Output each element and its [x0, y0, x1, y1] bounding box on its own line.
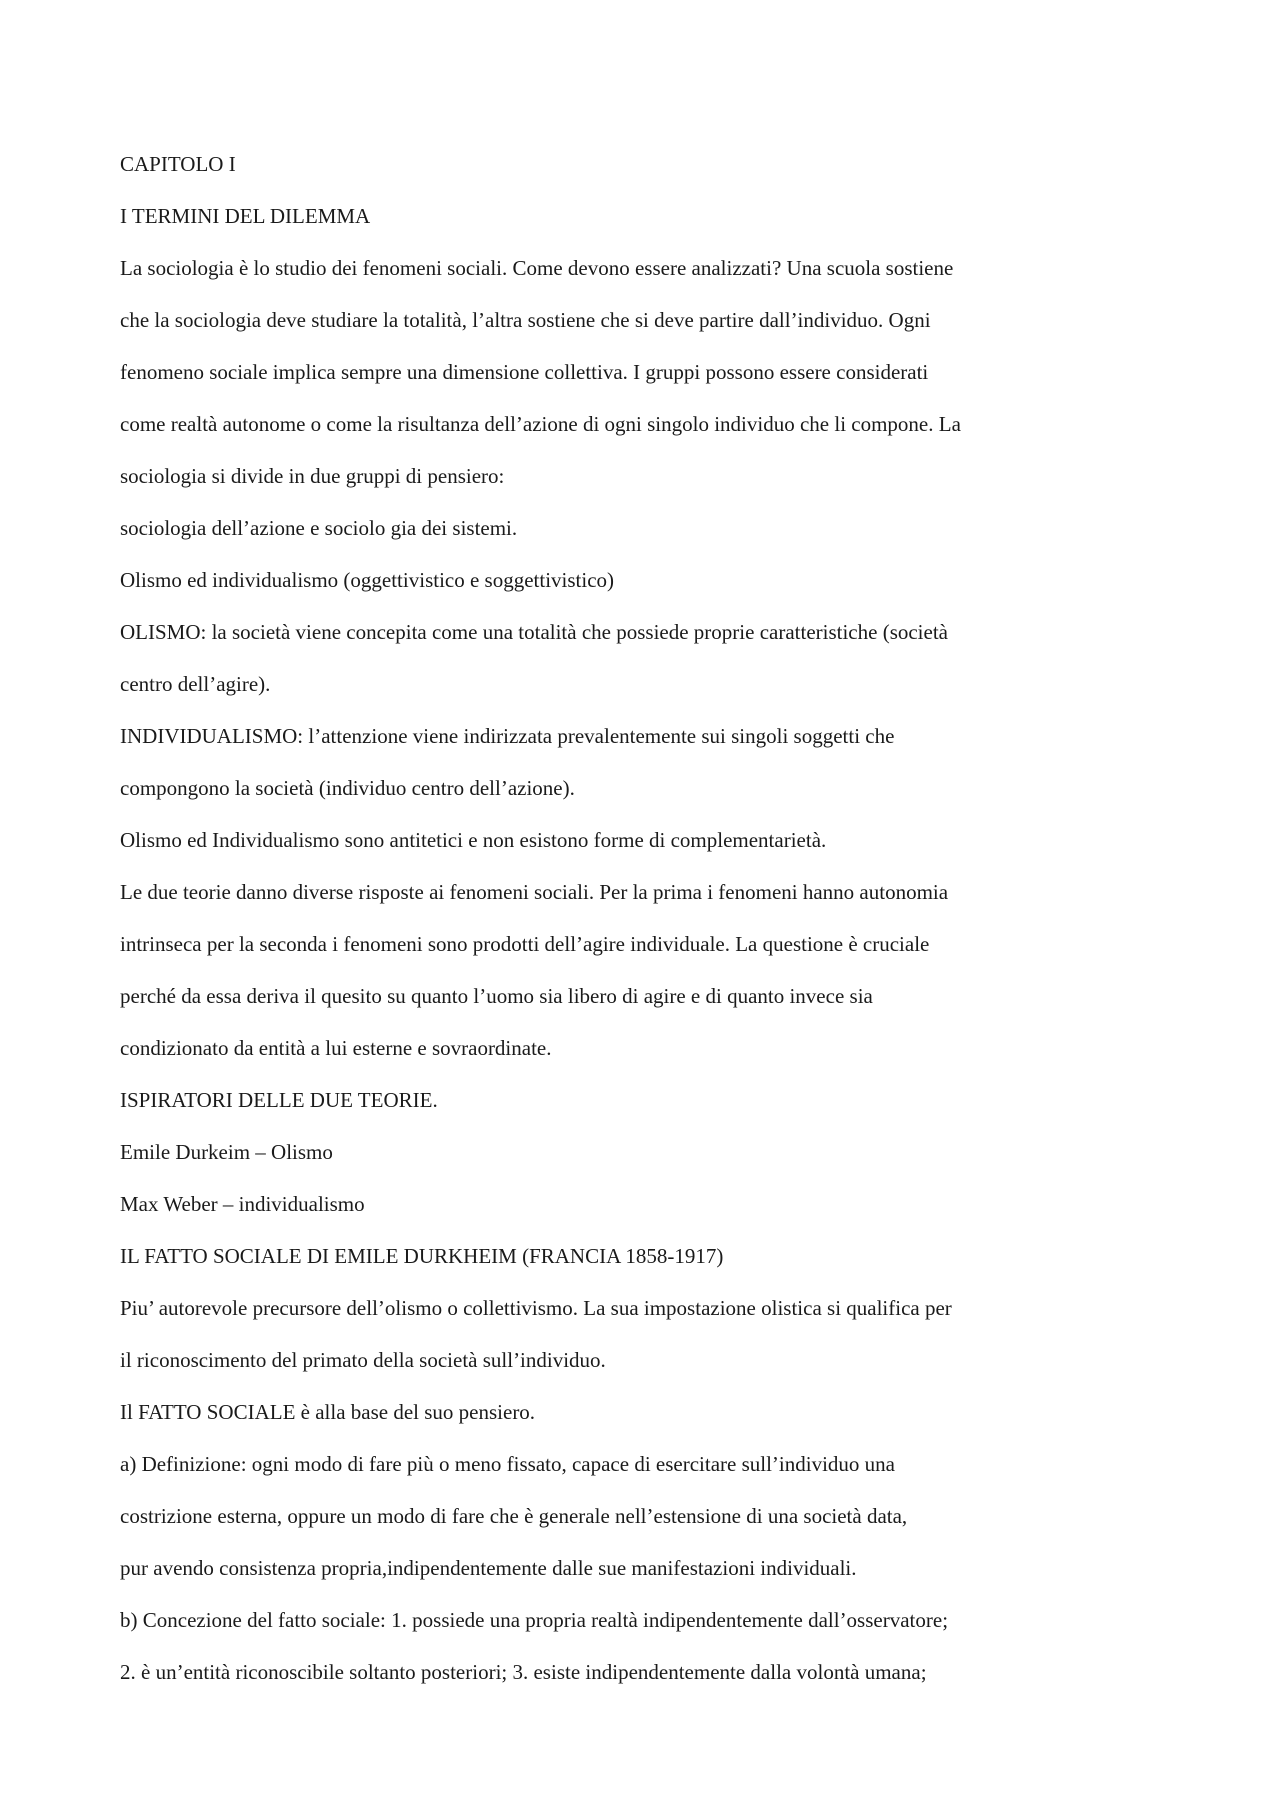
text-line: 2. è un’entità riconoscibile soltanto posteriori; 3. esiste indipendentemente dalla volontà umana; [120, 1660, 927, 1684]
section-heading: IL FATTO SOCIALE DI EMILE DURKHEIM (FRANCIA 1858-1917) [120, 1244, 724, 1268]
text-line: Olismo ed individualismo (oggettivistico e soggettivistico) [120, 568, 615, 592]
text-line: Le due teorie danno diverse risposte ai fenomeni sociali. Per la prima i fenomeni hanno autonomia [120, 880, 949, 904]
text-line: centro dell’agire). [120, 672, 271, 696]
text-line: INDIVIDUALISMO: l’attenzione viene indirizzata prevalentemente sui singoli soggetti che [120, 724, 895, 748]
text-line: Olismo ed Individualismo sono antitetici e non esistono forme di complementarietà. [120, 828, 827, 852]
text-line: Piu’ autorevole precursore dell’olismo o collettivismo. La sua impostazione olistica si qualifica per [120, 1296, 952, 1320]
section-heading: I TERMINI DEL DILEMMA [120, 204, 371, 228]
text-line: come realtà autonome o come la risultanza dell’azione di ogni singolo individuo che li compone. La [120, 412, 961, 436]
text-line: a) Definizione: ogni modo di fare più o meno fissato, capace di esercitare sull’individuo una [120, 1452, 896, 1476]
text-line: pur avendo consistenza propria,indipendentemente dalle sue manifestazioni individuali. [120, 1556, 857, 1580]
section-heading: ISPIRATORI DELLE DUE TEORIE. [120, 1088, 438, 1112]
text-line: il riconoscimento del primato della società sull’individuo. [120, 1348, 606, 1372]
text-line: che la sociologia deve studiare la totalità, l’altra sostiene che si deve partire dall’individuo. Ogni [120, 308, 931, 332]
text-line: condizionato da entità a lui esterne e sovraordinate. [120, 1036, 552, 1060]
text-line: Emile Durkeim – Olismo [120, 1140, 333, 1164]
chapter-heading: CAPITOLO I [120, 152, 236, 176]
text-line: costrizione esterna, oppure un modo di fare che è generale nell’estensione di una società data, [120, 1504, 908, 1528]
text-line: La sociologia è lo studio dei fenomeni sociali. Come devono essere analizzati? Una scuola sostiene [120, 256, 954, 280]
text-line: Il FATTO SOCIALE è alla base del suo pensiero. [120, 1400, 536, 1424]
text-line: intrinseca per la seconda i fenomeni sono prodotti dell’agire individuale. La questione è cruciale [120, 932, 930, 956]
text-line: OLISMO: la società viene concepita come una totalità che possiede proprie caratteristiche (società [120, 620, 948, 644]
text-line: sociologia si divide in due gruppi di pensiero: [120, 464, 505, 488]
text-line: Max Weber – individualismo [120, 1192, 365, 1216]
text-line: fenomeno sociale implica sempre una dimensione collettiva. I gruppi possono essere considerati [120, 360, 929, 384]
text-line: perché da essa deriva il quesito su quanto l’uomo sia libero di agire e di quanto invece sia [120, 984, 873, 1008]
text-line: sociologia dell’azione e sociolo gia dei sistemi. [120, 516, 518, 540]
text-line: b) Concezione del fatto sociale: 1. possiede una propria realtà indipendentemente dall’osservatore; [120, 1608, 949, 1632]
text-line: compongono la società (individuo centro dell’azione). [120, 776, 575, 800]
